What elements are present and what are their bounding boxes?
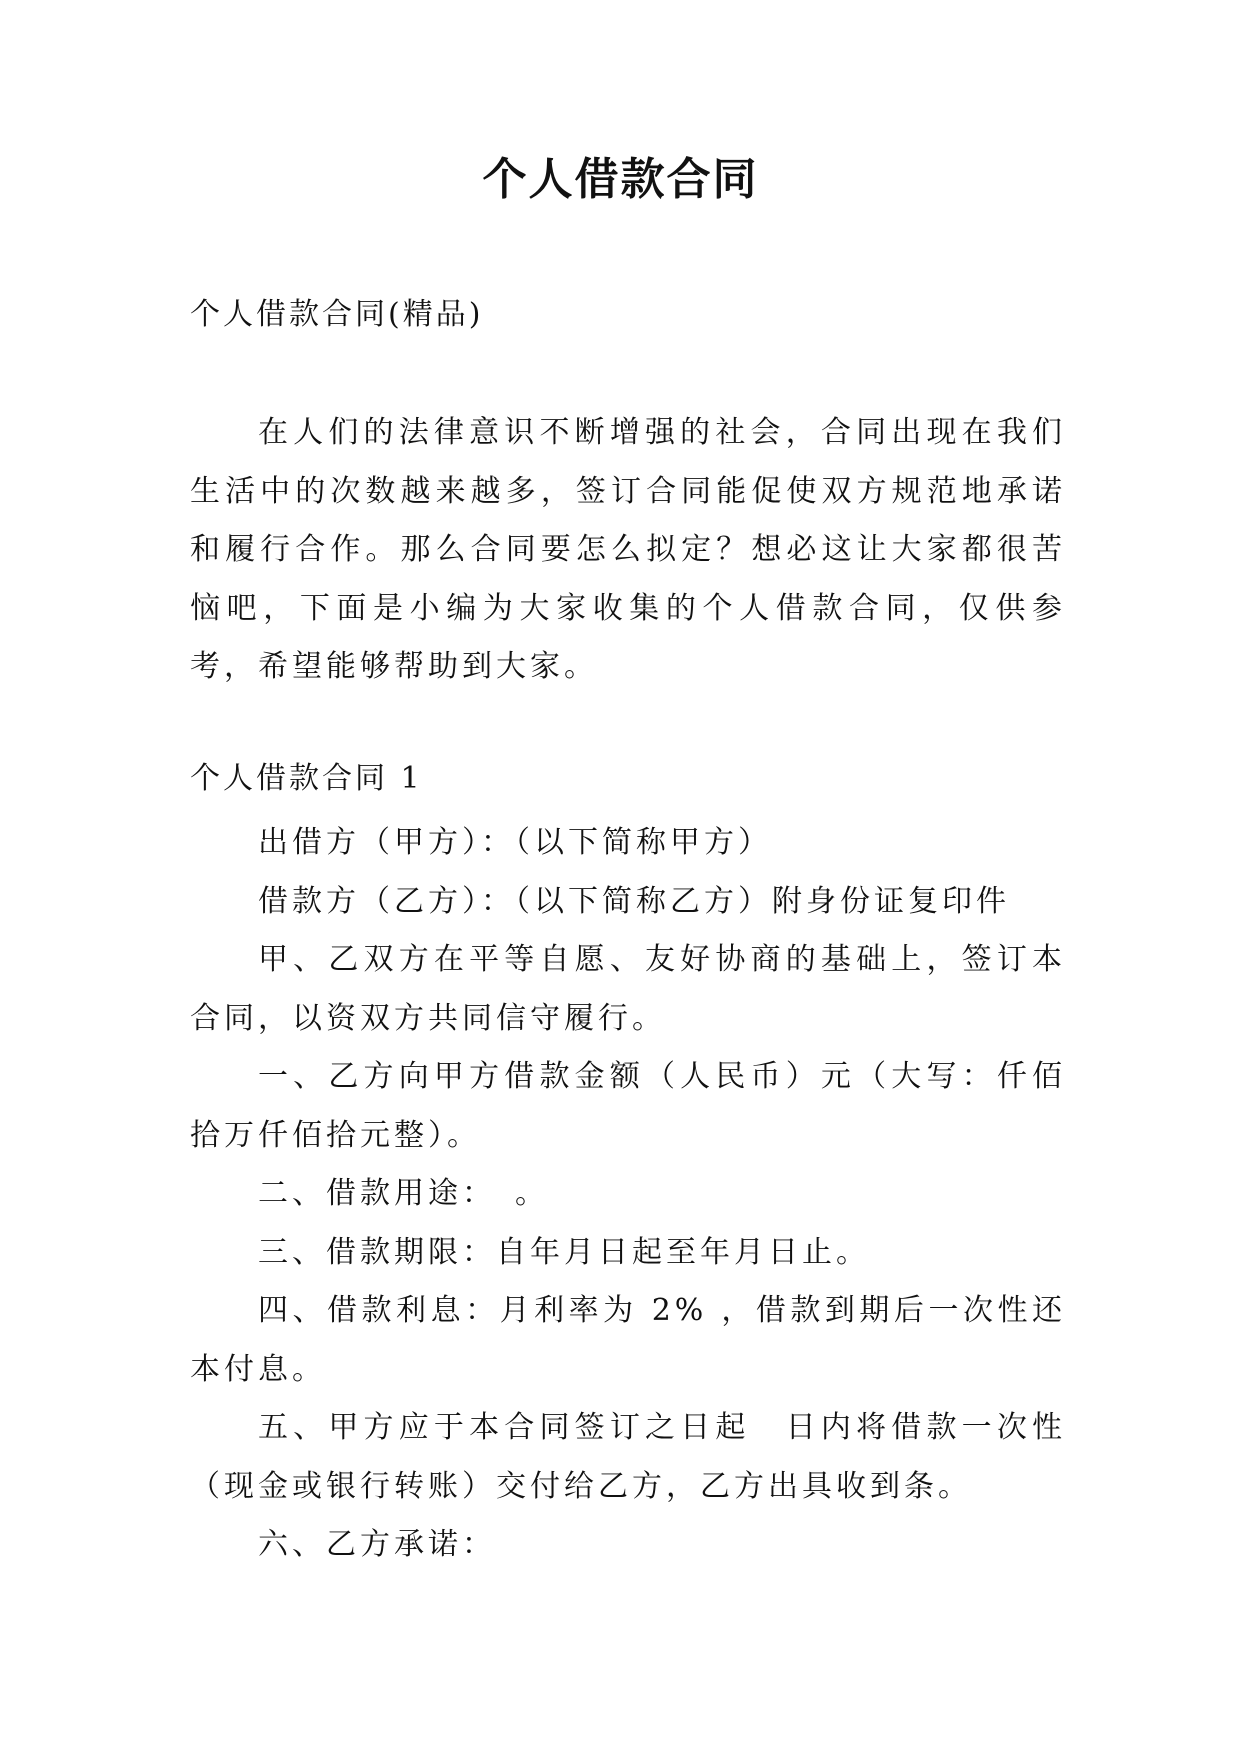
clause-commitment: 六、乙方承诺：	[258, 1527, 496, 1562]
clause-delivery: 五、甲方应于本合同签订之日起 日内将借款一次性（现金或银行转账）交付给乙方，乙方出具收到条。	[190, 1410, 1066, 1504]
intro-paragraph: 在人们的法律意识不断增强的社会，合同出现在我们生活中的次数越来越多，签订合同能促使双方规范地承诺和履行合作。那么合同要怎么拟定？想必这让大家都很苦恼吧，下面是小编为大家收集的个人借款合同，仅供参考，希望能够帮助到大家。	[190, 415, 1066, 684]
contract-body	[190, 814, 1066, 1575]
clause-purpose: 二、借款用途： 。	[258, 1176, 549, 1211]
document-title: 个人借款合同	[482, 154, 759, 205]
clause-borrower: 借款方（乙方）：（以下简称乙方）附身份证复印件	[258, 883, 1010, 919]
section-title: 个人借款合同 1	[190, 761, 423, 796]
clause-amount: 一、乙方向甲方借款金额（人民币）元（大写：仟佰拾万仟佰拾元整）。	[190, 1059, 1066, 1153]
clause-interest: 四、借款利息：月利率为 2% ，借款到期后一次性还本付息。	[190, 1293, 1066, 1387]
clause-lender: 出借方（甲方）：（以下简称甲方）	[258, 825, 772, 860]
clause-term: 三、借款期限：自年月日起至年月日止。	[258, 1234, 870, 1270]
document-subtitle: 个人借款合同(精品)	[190, 297, 484, 332]
clause-preamble: 甲、乙双方在平等自愿、友好协商的基础上，签订本合同，以资双方共同信守履行。	[190, 942, 1066, 1036]
